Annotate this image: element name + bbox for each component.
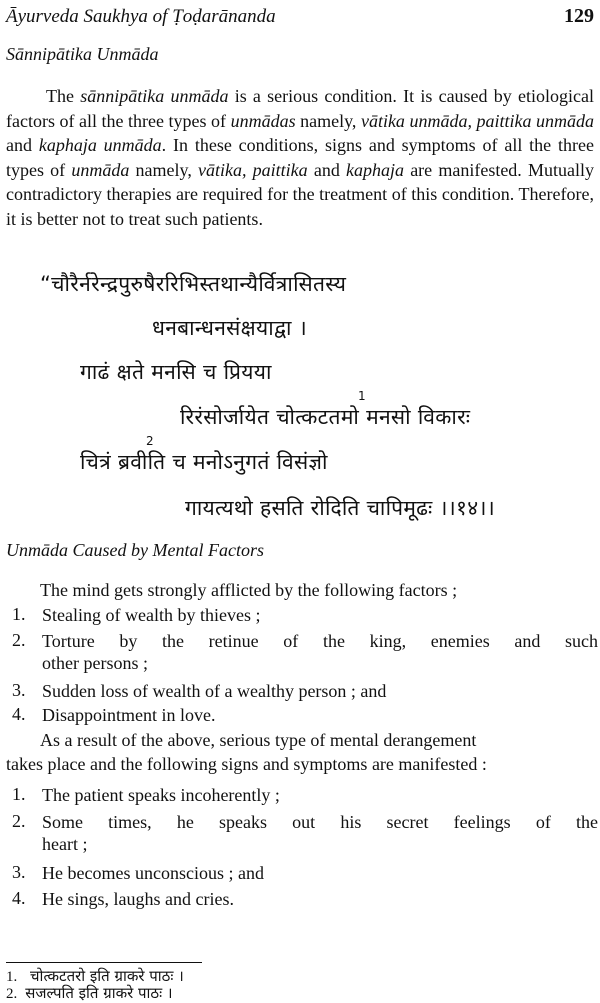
list-text: He sings, laughs and cries.	[42, 889, 234, 909]
list-number: 1.	[12, 784, 26, 804]
verse-line-3: गाढं क्षते मनसि च प्रियया	[80, 360, 272, 384]
italic-term: kaphaja	[346, 159, 405, 180]
italic-term: sānnipātika unmāda	[80, 86, 229, 106]
sannipatika-paragraph	[6, 84, 594, 231]
italic-term: unmāda	[71, 159, 130, 180]
italic-term: unmādas	[230, 110, 296, 131]
list-number: 2.	[12, 811, 26, 831]
paragraph-text: is a serious condition. It is caused by etiological factors of all the three types of	[6, 86, 594, 131]
footnote-mark-2: 2	[146, 434, 154, 448]
verse-line-6: गायत्यथो हसति रोदिति चापिमूढः ।।१४।।	[185, 496, 495, 520]
paragraph-text: The	[46, 86, 81, 106]
footnote-mark-1: 1	[358, 389, 366, 403]
list-number: 1.	[12, 604, 26, 624]
verse-line-1: “चौरैर्नरेन्द्रपुरुषैररिभिस्तथान्यैर्वित्रासितस्य	[40, 272, 347, 296]
paragraph-text: and	[307, 159, 347, 180]
paragraph-text: namely,	[129, 159, 199, 180]
paragraph-text: are manifested. Mutually contradictory therapies are required for the treatment of this condition. Therefore, it is better not to treat such patients.	[6, 159, 594, 229]
list-text: The patient speaks incoherently ;	[42, 785, 280, 805]
italic-term: kaphaja unmāda	[38, 135, 162, 155]
footnote-2	[6, 983, 173, 1003]
footnote-divider	[6, 962, 202, 963]
footnote-number: 1.	[6, 969, 18, 985]
paragraph-text: namely,	[295, 110, 361, 131]
list-number: 4.	[12, 704, 26, 724]
italic-term: vātika, paittika	[198, 159, 308, 180]
list-text-continued: other persons ;	[42, 653, 148, 673]
list-text: Sudden loss of wealth of a wealthy person ; and	[42, 681, 387, 701]
verse-line-4: रिरंसोर्जायेत चोत्कटतमो मनसो विकारः	[180, 405, 471, 429]
list-text-continued: heart ;	[42, 834, 88, 854]
list-text: Stealing of wealth by thieves ;	[42, 605, 261, 625]
result-line-1: As a result of the above, serious type of mental derangement	[40, 730, 477, 750]
paragraph-text: . In these conditions, signs and symptoms of all the three types of	[6, 135, 594, 180]
page-number: 129	[564, 5, 594, 27]
verse-line-5: चित्रं ब्रवीति च मनोऽनुगतं विसंज्ञो	[80, 450, 328, 474]
running-title: Āyurveda Saukhya of Ṭoḍarānanda	[6, 6, 276, 27]
paragraph-text: and	[6, 135, 39, 155]
list-text: He becomes unconscious ; and	[42, 863, 264, 883]
list-number: 3.	[12, 862, 26, 882]
footnote-number: 2.	[6, 986, 18, 1002]
footnote-text: चोत्कटतरो इति ग्राकरे पाठः ।	[30, 967, 184, 985]
list-number: 2.	[12, 630, 26, 650]
factors-intro: The mind gets strongly afflicted by the following factors ;	[40, 580, 458, 600]
list-number: 4.	[12, 888, 26, 908]
footnote-text: सजल्पति इति ग्राकरे पाठः ।	[25, 984, 173, 1002]
italic-term: vātika unmāda, paittika unmāda	[360, 110, 594, 131]
verse-line-2: धनबान्धनसंक्षयाद्वा ।	[152, 316, 308, 340]
list-text: Torture by the retinue of the king, enemies and such	[42, 631, 598, 651]
section-title-mental-factors: Unmāda Caused by Mental Factors	[6, 540, 264, 560]
result-line-2: takes place and the following signs and symptoms are manifested :	[6, 754, 487, 774]
list-text: Some times, he speaks out his secret feelings of the	[42, 812, 598, 832]
list-text: Disappointment in love.	[42, 705, 216, 725]
section-title-sannipatika: Sānnipātika Unmāda	[6, 44, 159, 64]
list-number: 3.	[12, 680, 26, 700]
